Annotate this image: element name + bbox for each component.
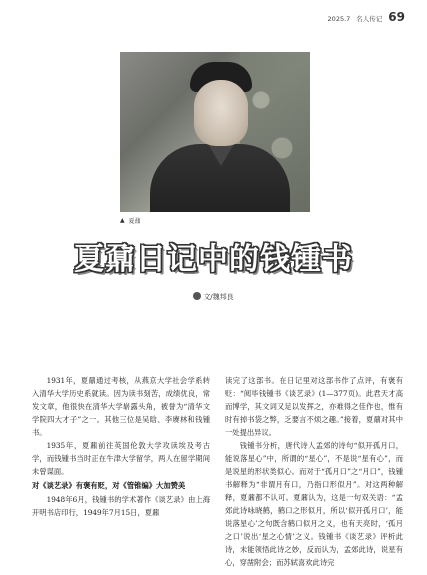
page-number: 69 <box>388 10 405 24</box>
article-title: 夏鼐日记中的钱锺书 <box>74 242 353 277</box>
photo-figure-face <box>194 80 248 146</box>
portrait-photo <box>120 52 310 212</box>
photo-caption <box>120 216 141 225</box>
paragraph-2: 1935年，夏鼐前往英国伦敦大学攻读埃及考古学，而钱锺书当时正在牛津大学留学，两人在留学期间未曾谋面。 <box>32 441 210 476</box>
left-column <box>32 374 210 519</box>
right-column <box>225 374 403 569</box>
paragraph-1: 1931年，夏鼐通过考核，从燕京大学社会学系转入清华大学历史系就读。因为读书刻苦，成绩优良，常发文章，他很快在清华大学崭露头角，被誉为“清华文学院四大才子”之一。其他三位是吴晗、李赓林和钱锺书。 <box>32 376 210 437</box>
author-bullet-icon <box>193 292 201 300</box>
paragraph-5: 钱锺书分析，唐代诗人孟郊的诗句“似开孤月口，能说落星心”中，所谓的“星心”，不是说“星有心”，而是说星的形状类似心。而对于“孤月口”之“月口”，钱锺书解释为“非谓月有口，乃指口形似月”。对这两种解释，夏鼐都不认可。夏鼐认为，这是一句双关语：“孟郊此诗咏晓鹤，鹤口之形似月，所以‘似开孤月口’，能说落星心’之句既含鹤口似月之义，也有天亮时，‘孤月之口’说出‘星之心情’之义。钱锺书《谈艺录》评析此诗，未能领悟此诗之妙，反而认为，孟郊此诗，说星有心，穿凿附会；而苏轼喜欢此诗完 <box>225 441 403 567</box>
running-header <box>328 10 405 24</box>
article-author <box>0 292 427 302</box>
caption-text: 夏鼐 <box>128 218 141 225</box>
caption-triangle-icon: ▲ <box>120 217 125 224</box>
magazine-name: 名人传记 <box>356 15 383 23</box>
issue-date: 2025.7 <box>327 15 351 23</box>
author-byline: 文/魏邦良 <box>203 293 234 301</box>
section-heading: 对《谈艺录》有褒有贬，对《管锥编》大加赞美 <box>32 481 186 490</box>
paragraph-4: 读完了这部书。在日记里对这部书作了点评，有褒有贬：“阅毕钱锺书《谈艺录》(1—377页)。此君天才高而博学，其文词又足以发挥之，亦难得之佳作也，惟有时有掉书袋之弊，乏要言不烦之趣。”接着，夏鼐对其中一处提出异议。 <box>225 376 403 437</box>
paragraph-3: 1948年6月，钱锺书的学术著作《谈艺录》由上海开明书店印行，1949年7月15日，夏鼐 <box>32 495 210 517</box>
